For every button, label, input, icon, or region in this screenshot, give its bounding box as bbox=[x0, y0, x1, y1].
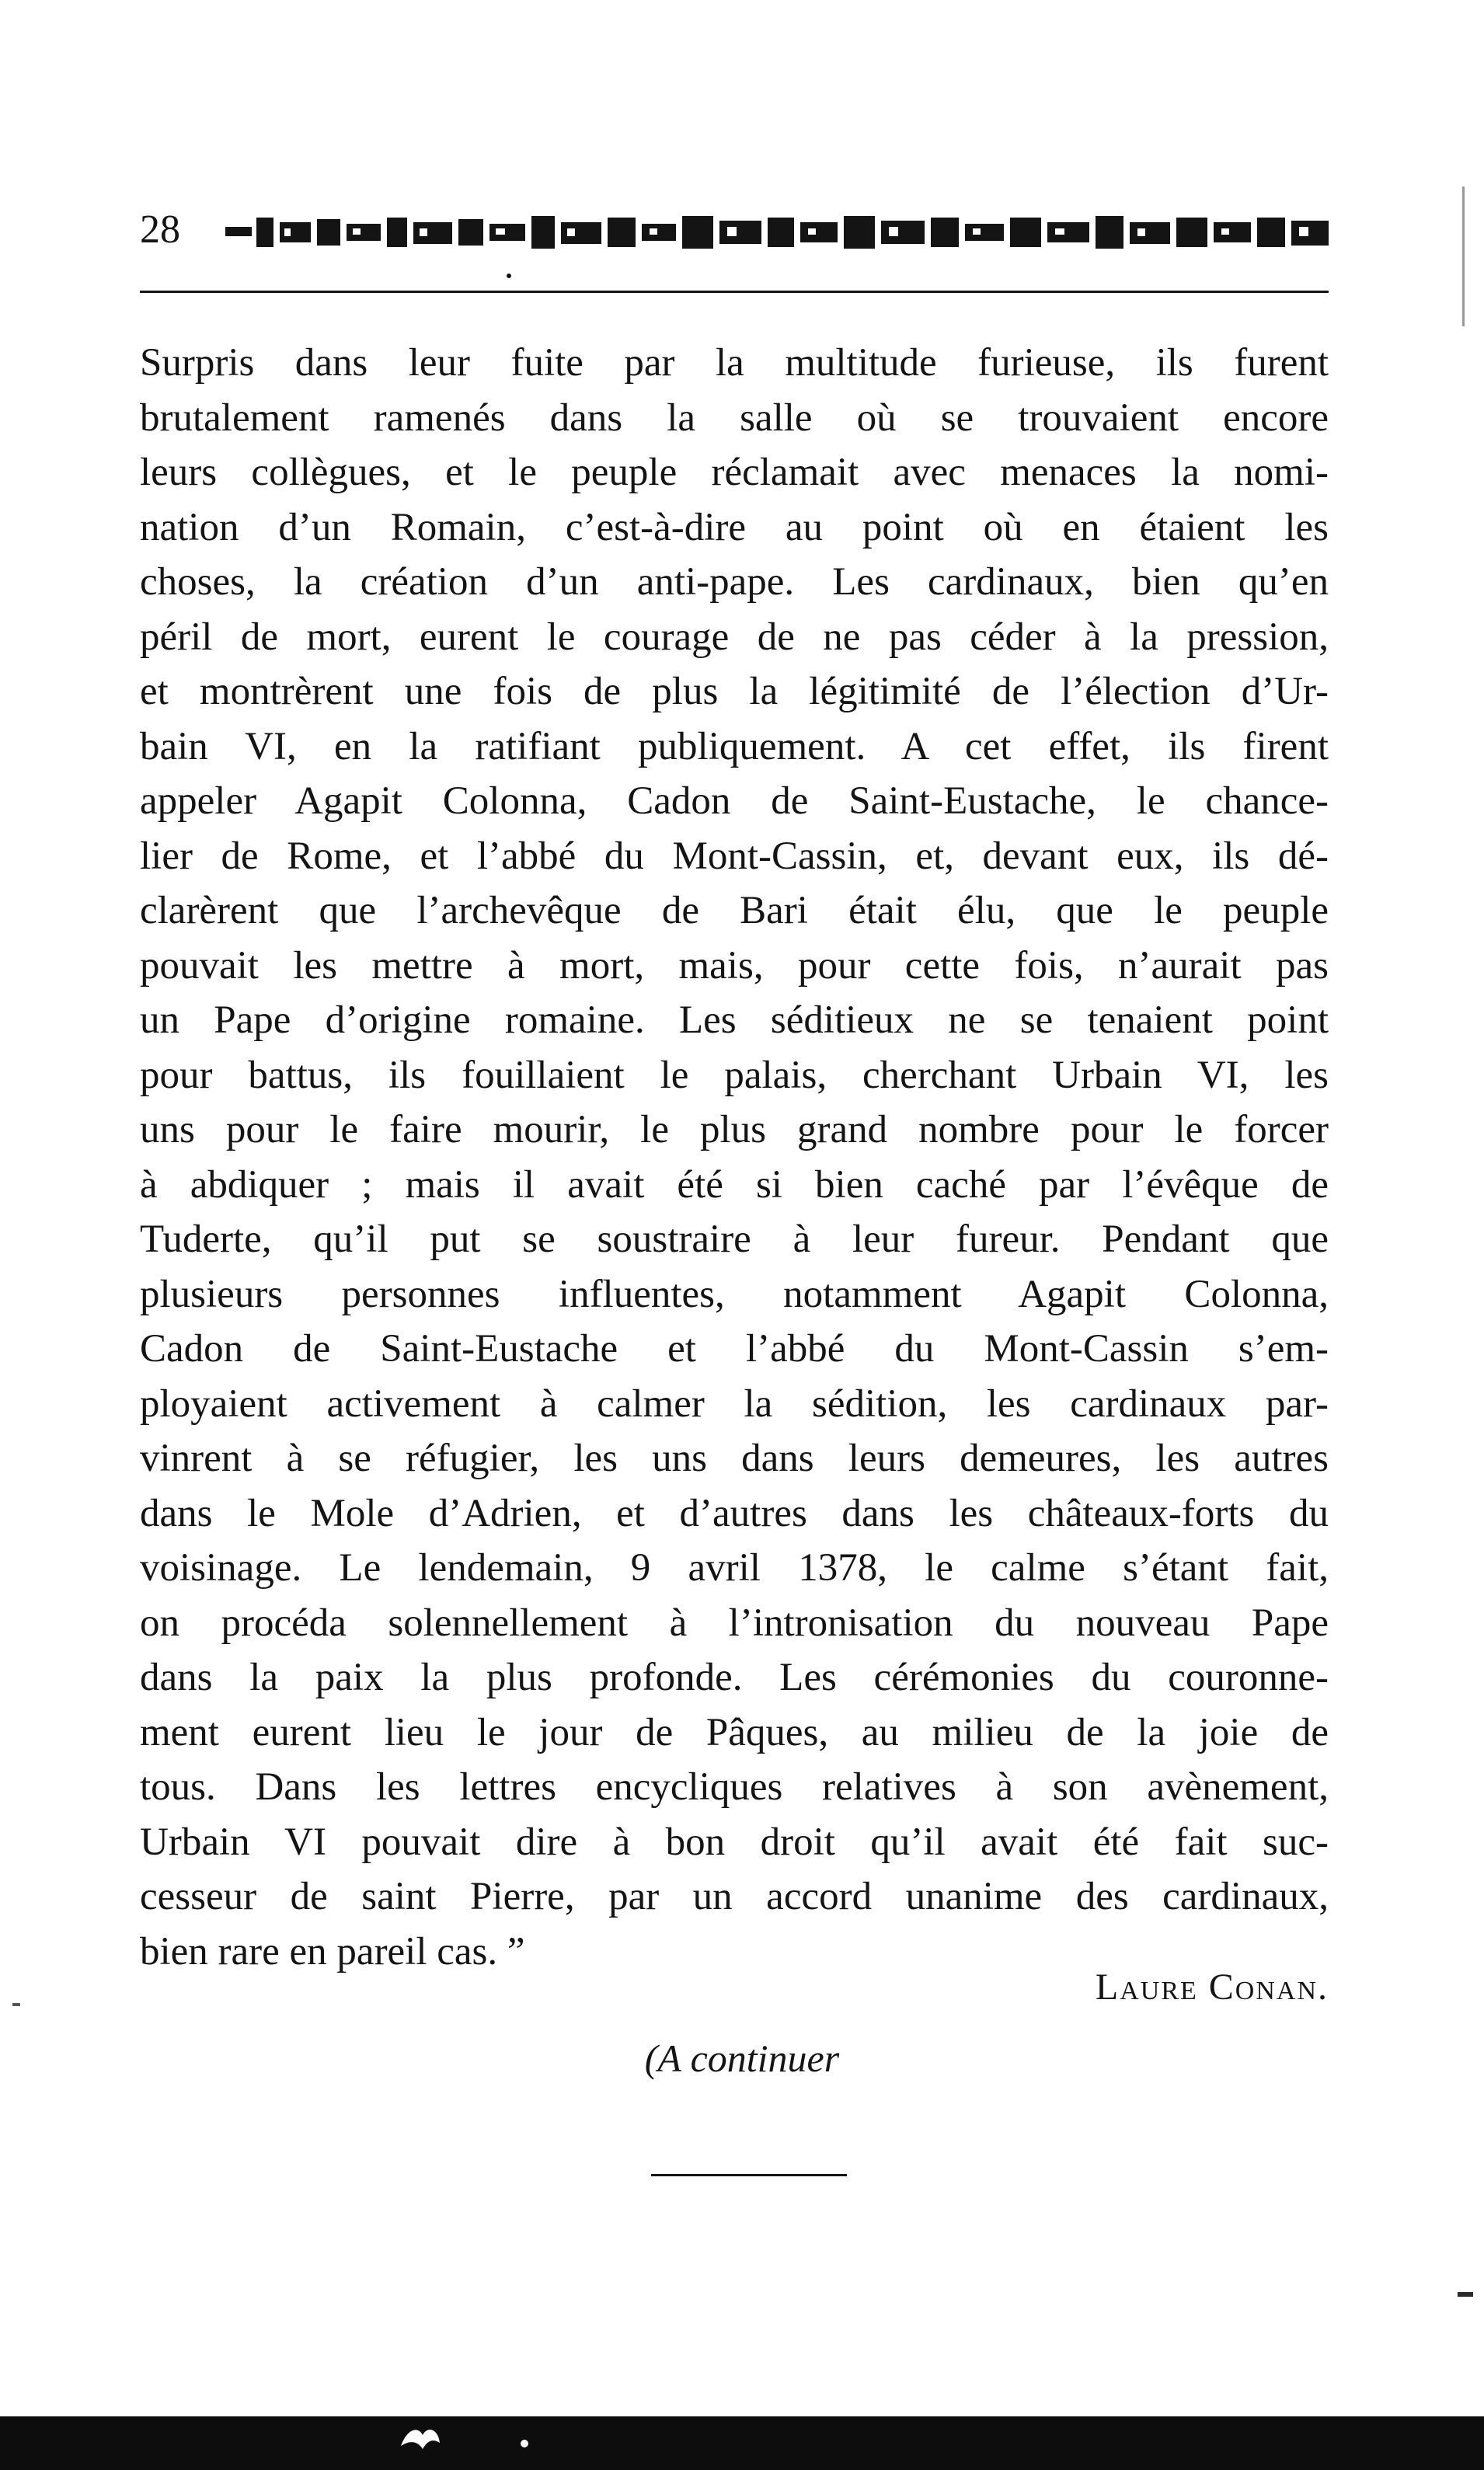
text-line: cesseur de saint Pierre, par un accord unanime des cardinaux, bbox=[140, 1875, 1329, 1918]
text-line: un Pape d’origine romaine. Les séditieux ne se tenaient point bbox=[140, 998, 1329, 1042]
text-line: dans le Mole d’Adrien, et d’autres dans les châteaux-forts du bbox=[140, 1491, 1329, 1535]
header-rule bbox=[140, 291, 1329, 293]
band-dot bbox=[521, 2440, 528, 2447]
text-line: et montrèrent une fois de plus la légitimité de l’élection d’Ur- bbox=[140, 670, 1329, 713]
page-header bbox=[140, 199, 1329, 261]
text-line: voisinage. Le lendemain, 9 avril 1378, le calme s’étant fait, bbox=[140, 1546, 1329, 1590]
text-line: nation d’un Romain, c’est-à-dire au point où en étaient les bbox=[140, 505, 1329, 549]
text-line: leurs collègues, et le peuple réclamait avec menaces la nomi- bbox=[140, 451, 1329, 494]
continuation-note: (A continuer bbox=[644, 2036, 840, 2080]
text-line: choses, la création d’un anti-pape. Les cardinaux, bien qu’en bbox=[140, 560, 1329, 604]
fleuron-icon bbox=[396, 2423, 443, 2454]
text-line: péril de mort, eurent le courage de ne pas céder à la pression, bbox=[140, 615, 1329, 659]
text-line: clarèrent que l’archevêque de Bari était élu, que le peuple bbox=[140, 889, 1329, 932]
margin-speck bbox=[1458, 2292, 1473, 2297]
text-line: à abdiquer ; mais il avait été si bien caché par l’évêque de bbox=[140, 1162, 1329, 1207]
text-line: ment eurent lieu le jour de Pâques, au milieu de la joie de bbox=[140, 1710, 1329, 1754]
text-line: bain VI, en la ratifiant publiquement. A cet effet, ils firent bbox=[140, 724, 1329, 768]
page-edge-mark bbox=[1462, 186, 1465, 326]
text-line: Surpris dans leur fuite par la multitude furieuse, ils furent bbox=[140, 341, 1329, 385]
body-text bbox=[140, 336, 1329, 1979]
text-line-last: bien rare en pareil cas. ” bbox=[140, 1929, 525, 1974]
text-line: plusieurs personnes influentes, notamment Agapit Colonna, bbox=[140, 1272, 1329, 1316]
text-line: dans la paix la plus profonde. Les cérémonies du couronne- bbox=[140, 1656, 1329, 1699]
scan-bottom-band bbox=[0, 2416, 1484, 2470]
text-line: appeler Agapit Colonna, Cadon de Saint-Eustache, le chance- bbox=[140, 779, 1329, 823]
text-line: brutalement ramenés dans la salle où se trouvaient encore bbox=[140, 395, 1329, 440]
author-signature: Laure Conan. bbox=[1095, 1967, 1329, 2008]
running-title-ornament bbox=[225, 214, 1329, 250]
text-line: tous. Dans les lettres encycliques relatives à son avènement, bbox=[140, 1765, 1329, 1809]
text-line: Tuderte, qu’il put se soustraire à leur fureur. Pendant que bbox=[140, 1218, 1329, 1261]
text-line: Urbain VI pouvait dire à bon droit qu’il avait été fait suc- bbox=[140, 1820, 1329, 1864]
page-number: 28 bbox=[140, 207, 180, 252]
text-line: uns pour le faire mourir, le plus grand nombre pour le forcer bbox=[140, 1108, 1329, 1151]
text-line: vinrent à se réfugier, les uns dans leurs demeures, les autres bbox=[140, 1437, 1329, 1480]
margin-speck bbox=[12, 2003, 20, 2006]
text-line: pouvait les mettre à mort, mais, pour cette fois, n’aurait pas bbox=[140, 943, 1329, 988]
end-rule bbox=[651, 2174, 847, 2176]
header-dot bbox=[507, 273, 511, 278]
text-line: lier de Rome, et l’abbé du Mont-Cassin, et, devant eux, ils dé- bbox=[140, 834, 1329, 878]
text-line: on procéda solennellement à l’intronisation du nouveau Pape bbox=[140, 1601, 1329, 1645]
text-line: Cadon de Saint-Eustache et l’abbé du Mont-Cassin s’em- bbox=[140, 1327, 1329, 1371]
text-line: pour battus, ils fouillaient le palais, cherchant Urbain VI, les bbox=[140, 1053, 1329, 1097]
text-line: ployaient activement à calmer la sédition, les cardinaux par- bbox=[140, 1381, 1329, 1426]
